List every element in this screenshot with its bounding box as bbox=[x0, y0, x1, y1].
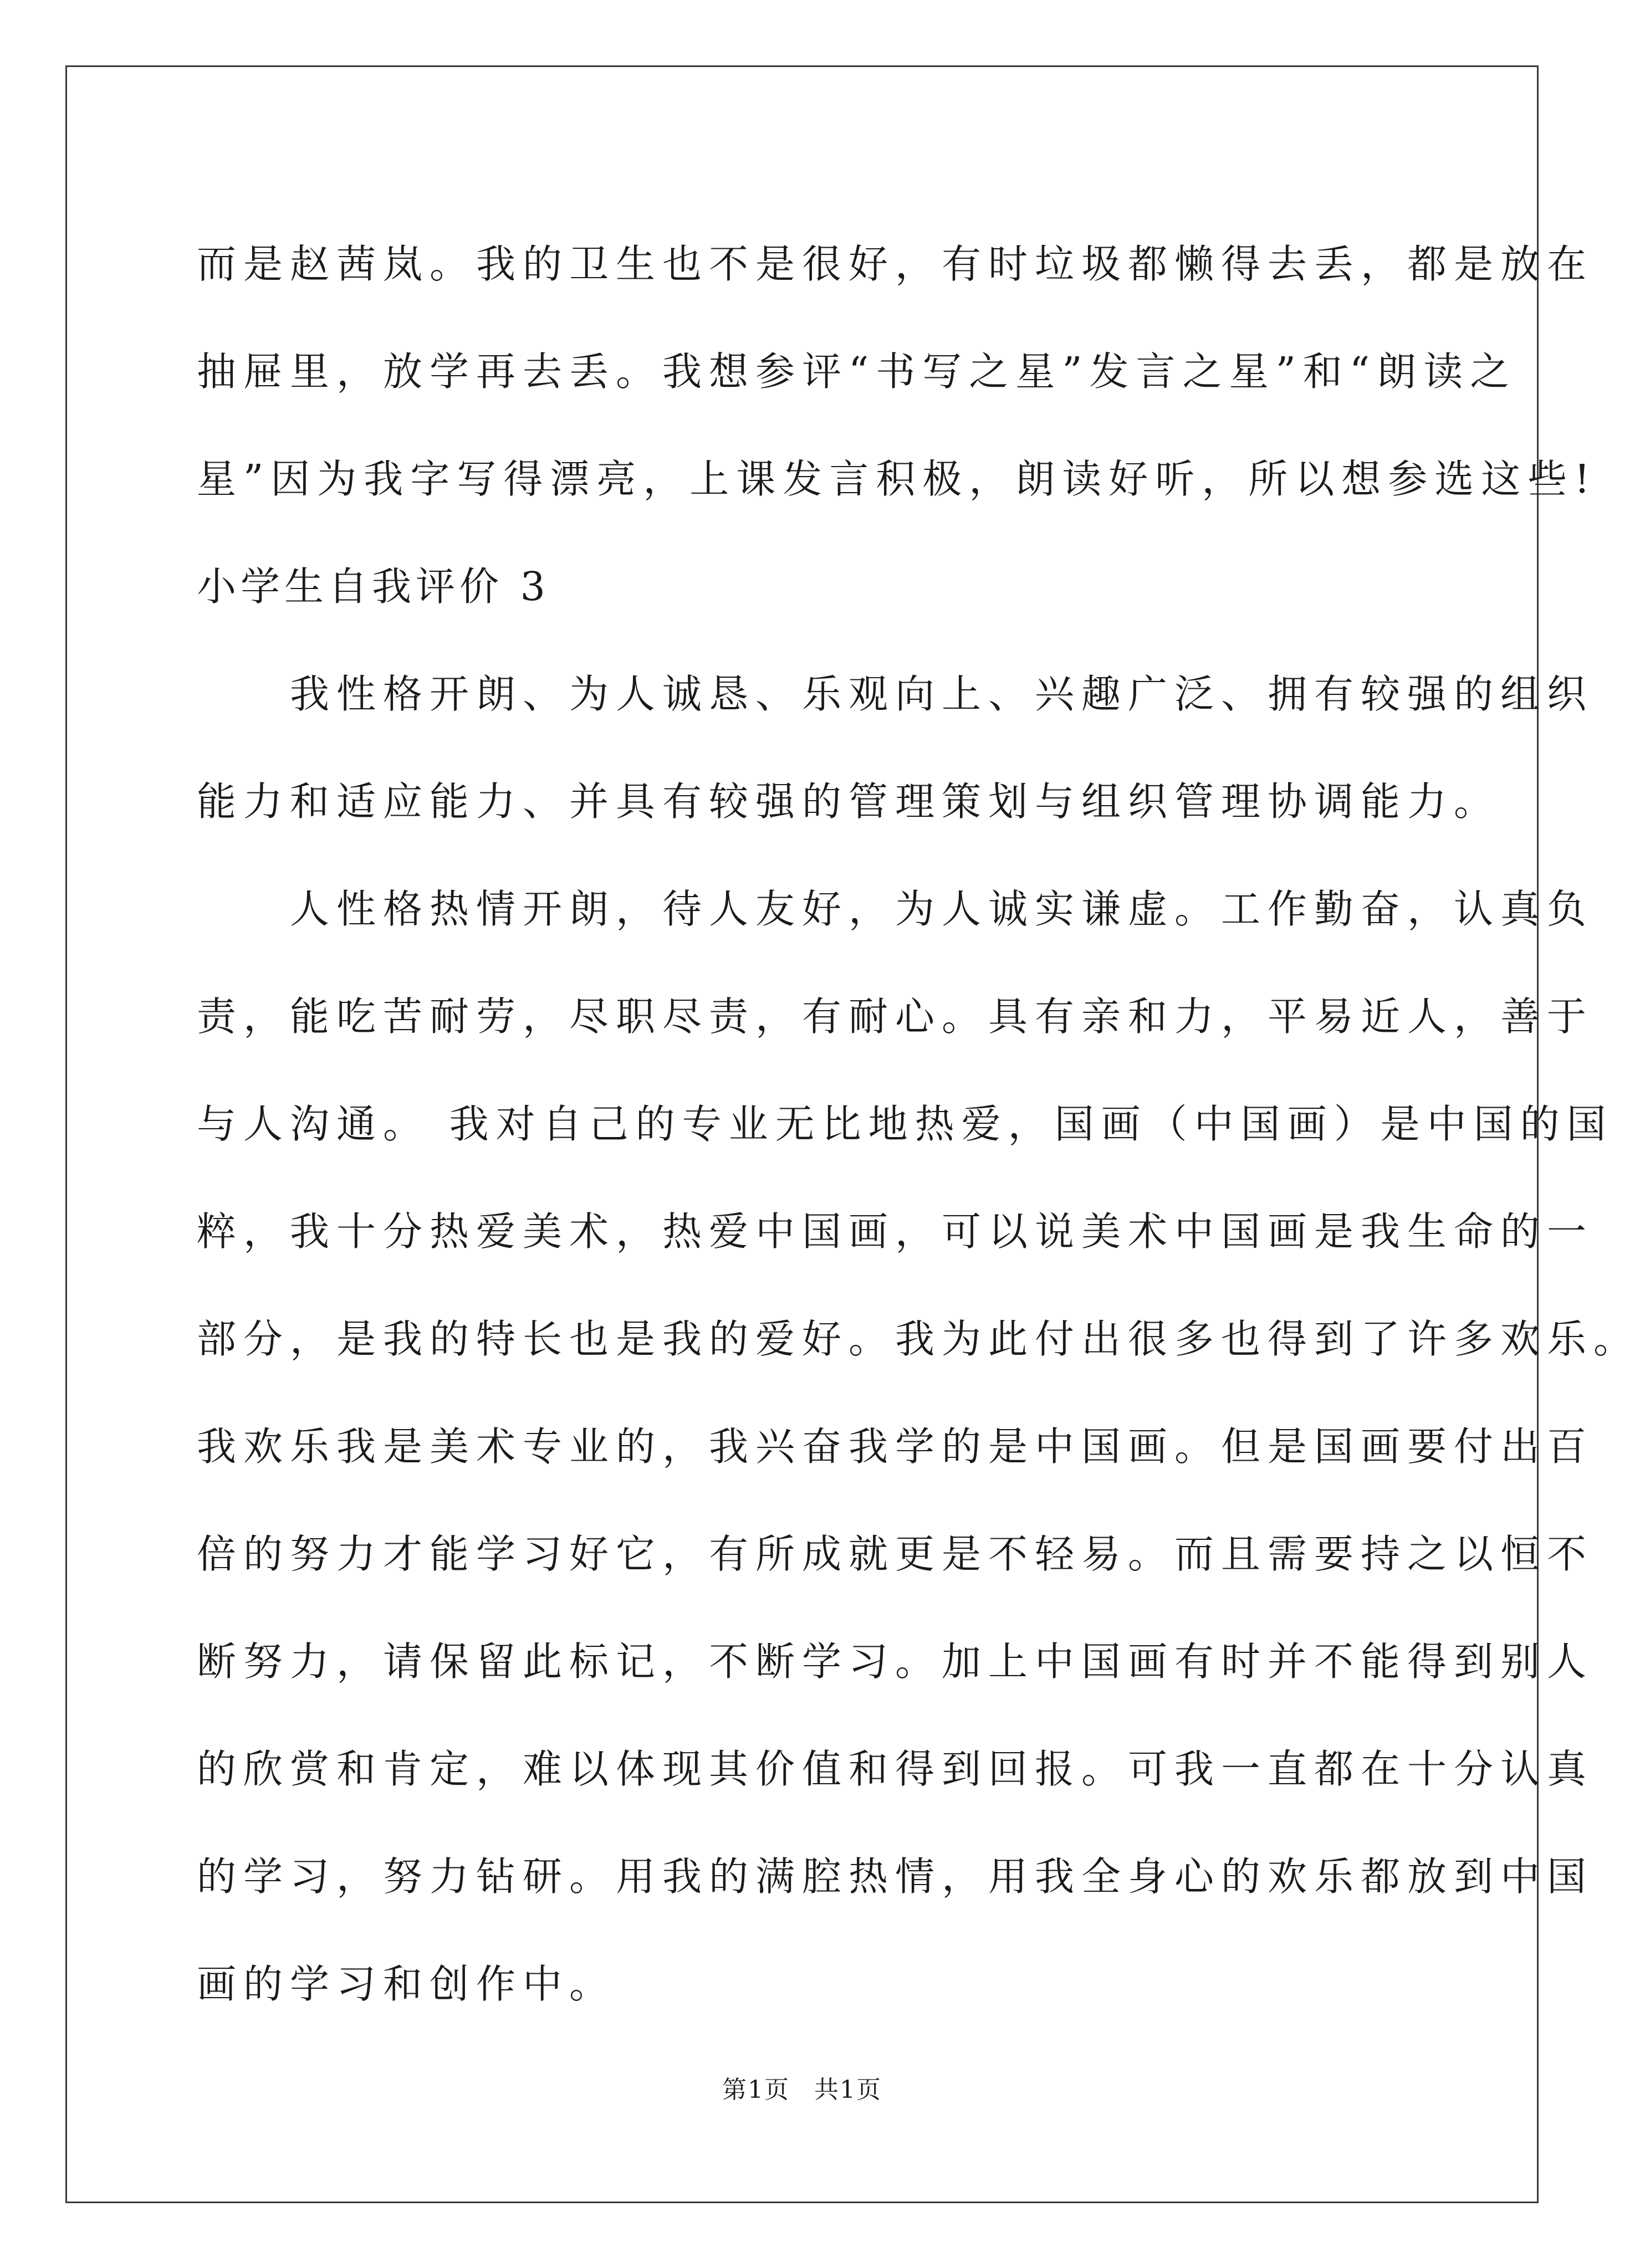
paragraph-line: 与人沟通。 我对自己的专业无比地热爱，国画（中国画）是中国的国 bbox=[197, 1101, 1613, 1147]
paragraph-line: 的欣赏和肯定，难以体现其价值和得到回报。可我一直都在十分认真 bbox=[197, 1746, 1594, 1792]
paragraph-line: 倍的努力才能学习好它，有所成就更是不轻易。而且需要持之以恒不 bbox=[197, 1531, 1594, 1577]
text-line: 而是赵茜岚。我的卫生也不是很好，有时垃圾都懒得去丢，都是放在 bbox=[197, 241, 1594, 287]
paragraph-line: 我性格开朗、为人诚恳、乐观向上、兴趣广泛、拥有较强的组织 bbox=[290, 671, 1594, 717]
paragraph-line: 我欢乐我是美术专业的，我兴奋我学的是中国画。但是国画要付出百 bbox=[197, 1424, 1594, 1470]
text-line: 星”因为我字写得漂亮，上课发言积极，朗读好听，所以想参选这些! bbox=[197, 456, 1597, 502]
paragraph-line: 画的学习和创作中。 bbox=[197, 1961, 616, 2007]
page-footer bbox=[0, 2070, 1604, 2105]
paragraph-line: 能力和适应能力、并具有较强的管理策划与组织管理协调能力。 bbox=[197, 779, 1501, 825]
text-line: 抽屉里，放学再去丢。我想参评“书写之星”发言之星”和“朗读之 bbox=[197, 349, 1517, 395]
paragraph-line: 的学习，努力钻研。用我的满腔热情，用我全身心的欢乐都放到中国 bbox=[197, 1854, 1594, 1900]
section-heading: 小学生自我评价 3 bbox=[197, 564, 550, 610]
paragraph-line: 断努力，请保留此标记，不断学习。加上中国画有时并不能得到别人 bbox=[197, 1639, 1594, 1685]
paragraph-line: 人性格热情开朗，待人友好，为人诚实谦虚。工作勤奋，认真负 bbox=[290, 886, 1594, 932]
paragraph-line: 部分，是我的特长也是我的爱好。我为此付出很多也得到了许多欢乐。 bbox=[197, 1316, 1640, 1362]
page-number-current: 第1页 bbox=[722, 2076, 790, 2104]
document-body bbox=[197, 211, 1640, 2038]
paragraph-line: 粹，我十分热爱美术，热爱中国画，可以说美术中国画是我生命的一 bbox=[197, 1209, 1594, 1255]
paragraph-line: 责，能吃苦耐劳，尽职尽责，有耐心。具有亲和力，平易近人，善于 bbox=[197, 994, 1594, 1040]
page-number-total: 共1页 bbox=[814, 2076, 882, 2104]
